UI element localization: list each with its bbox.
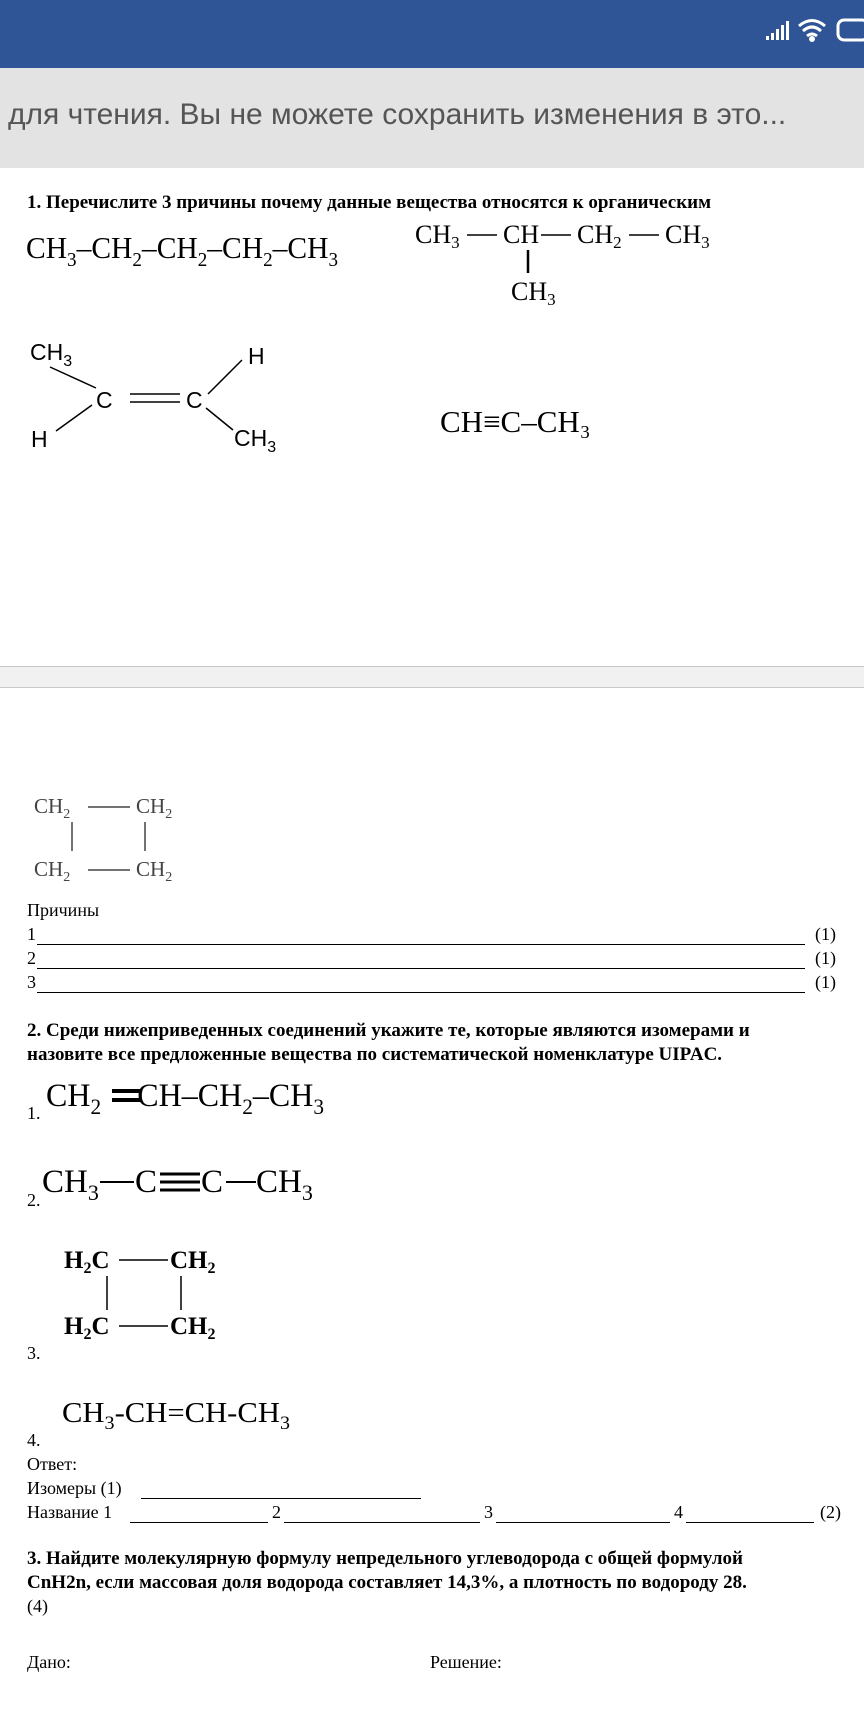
- document-page-1: [0, 168, 864, 666]
- task3-line1: 3. Найдите молекулярную формулу непредельного углеводорода с общей формулой: [27, 1548, 743, 1569]
- name-answer-line[interactable]: [130, 1522, 268, 1523]
- svg-text:CH: CH: [503, 220, 540, 249]
- battery-icon: [838, 20, 864, 40]
- reason-number: 1: [27, 924, 36, 944]
- names-label: Название 1: [27, 1502, 113, 1522]
- svg-text:CH2: $CH_2$: [136, 795, 173, 822]
- svg-text:CH3–CH2–CH2–CH2–CH3: $CH_3-CH_2-CH_2-CH_2-CH_3$: [26, 230, 339, 271]
- name-answer-line[interactable]: [686, 1522, 814, 1523]
- name-number: 3: [484, 1502, 493, 1522]
- reasons-label: Причины: [27, 900, 100, 920]
- svg-text:H2C: $H_2C$: [64, 1247, 110, 1277]
- name-answer-line[interactable]: [496, 1522, 670, 1523]
- structure-but-2-yne: [42, 1158, 332, 1204]
- structure-but-2-ene: [26, 330, 306, 455]
- task2-title-line1: 2. Среди нижеприведенных соединений укажите те, которые являются изомерами и: [27, 1020, 750, 1041]
- svg-text:CH3: CH3: [665, 220, 710, 252]
- svg-text:CH2==CH–CH2–CH3: $CH_2==CH-CH_2-CH_3$: [46, 1078, 325, 1119]
- name-number: 4: [674, 1502, 683, 1522]
- svg-text:CH3: CH3: [511, 277, 556, 308]
- name-answer-line[interactable]: [284, 1522, 480, 1523]
- svg-text:CH3: $CH_3$: [30, 339, 73, 370]
- reason-number: 2: [27, 948, 36, 968]
- status-icons: [754, 10, 864, 50]
- reason-points: (1): [815, 972, 836, 992]
- structure-cyclobutane-h2c: [64, 1245, 234, 1341]
- svg-text:CH3: $CH_3$: [234, 425, 277, 455]
- svg-text:CH2: $CH_2$: [136, 857, 173, 881]
- reason-number: 3: [27, 972, 36, 992]
- structure-propyne: CH≡C–CH₃: [440, 404, 591, 439]
- structure-but-1-ene: [46, 1072, 346, 1124]
- task2-item-number: 1.: [27, 1103, 41, 1123]
- structure-cyclobutane: [34, 795, 194, 881]
- wifi-icon: [799, 21, 825, 41]
- isomers-label: Изомеры (1): [27, 1478, 122, 1498]
- task2-item-number: 3.: [27, 1343, 41, 1363]
- structure-pentane: [26, 222, 356, 282]
- svg-text:H: H: [248, 343, 265, 369]
- read-only-banner-text: для чтения. Вы не можете сохранить изменения в это...: [8, 98, 787, 131]
- task2-item-number: 4.: [27, 1430, 41, 1450]
- svg-text:H2C: $H_2C$: [64, 1313, 110, 1341]
- page-break: [0, 666, 864, 688]
- answer-label: Ответ:: [27, 1454, 78, 1474]
- svg-text:CH3: $CH_3$: [256, 1164, 313, 1204]
- svg-text:CH2: $CH_2$: [170, 1247, 216, 1277]
- task3-line2: CnH2n, если массовая доля водорода составляет 14,3%, а плотность по водороду 28.: [27, 1572, 747, 1593]
- reason-answer-line[interactable]: [37, 992, 805, 993]
- svg-text:C: C: [201, 1164, 224, 1200]
- given-label: Дано:: [27, 1652, 71, 1672]
- svg-text:C: C: [96, 387, 113, 413]
- svg-text:CH3-CH=CH-CH3: CH $_3$-CH=CH-CH $_3$: [62, 1397, 290, 1434]
- reason-points: (1): [815, 924, 836, 944]
- structure-but-2-ene-linear: [62, 1392, 302, 1438]
- read-only-banner[interactable]: [0, 68, 864, 168]
- svg-text:CH2: $CH_2$: [34, 857, 71, 881]
- svg-text:C: C: [135, 1164, 158, 1200]
- task2-title-line2: назовите все предложенные вещества по систематической номенклатуре UIPAC.: [27, 1044, 723, 1065]
- solution-label: Решение:: [430, 1652, 502, 1672]
- svg-text:CH2: $CH_2$: [170, 1313, 216, 1341]
- names-points: (2): [820, 1502, 841, 1522]
- reason-points: (1): [815, 948, 836, 968]
- reason-answer-line[interactable]: [37, 944, 805, 945]
- svg-text:CH2: $CH_2$: [34, 795, 71, 822]
- task2-item-number: 2.: [27, 1190, 41, 1210]
- name-number: 2: [272, 1502, 281, 1522]
- isomers-answer-line[interactable]: [141, 1498, 421, 1499]
- svg-text:C: C: [186, 387, 203, 413]
- document-page-2: [0, 688, 864, 1714]
- svg-text:CH2: CH2: [577, 220, 622, 252]
- svg-text:CH3: CH3: [415, 220, 460, 252]
- structure-2-methylbutane: [415, 216, 725, 308]
- reason-answer-line[interactable]: [37, 968, 805, 969]
- svg-text:H: H: [31, 426, 48, 452]
- task3-points: (4): [27, 1596, 48, 1616]
- task1-title: 1. Перечислите 3 причины почему данные вещества относятся к органическим: [27, 192, 712, 213]
- signal-icon: [766, 21, 789, 40]
- svg-text:CH3: $CH_3$: [42, 1164, 99, 1204]
- status-bar: [0, 0, 864, 68]
